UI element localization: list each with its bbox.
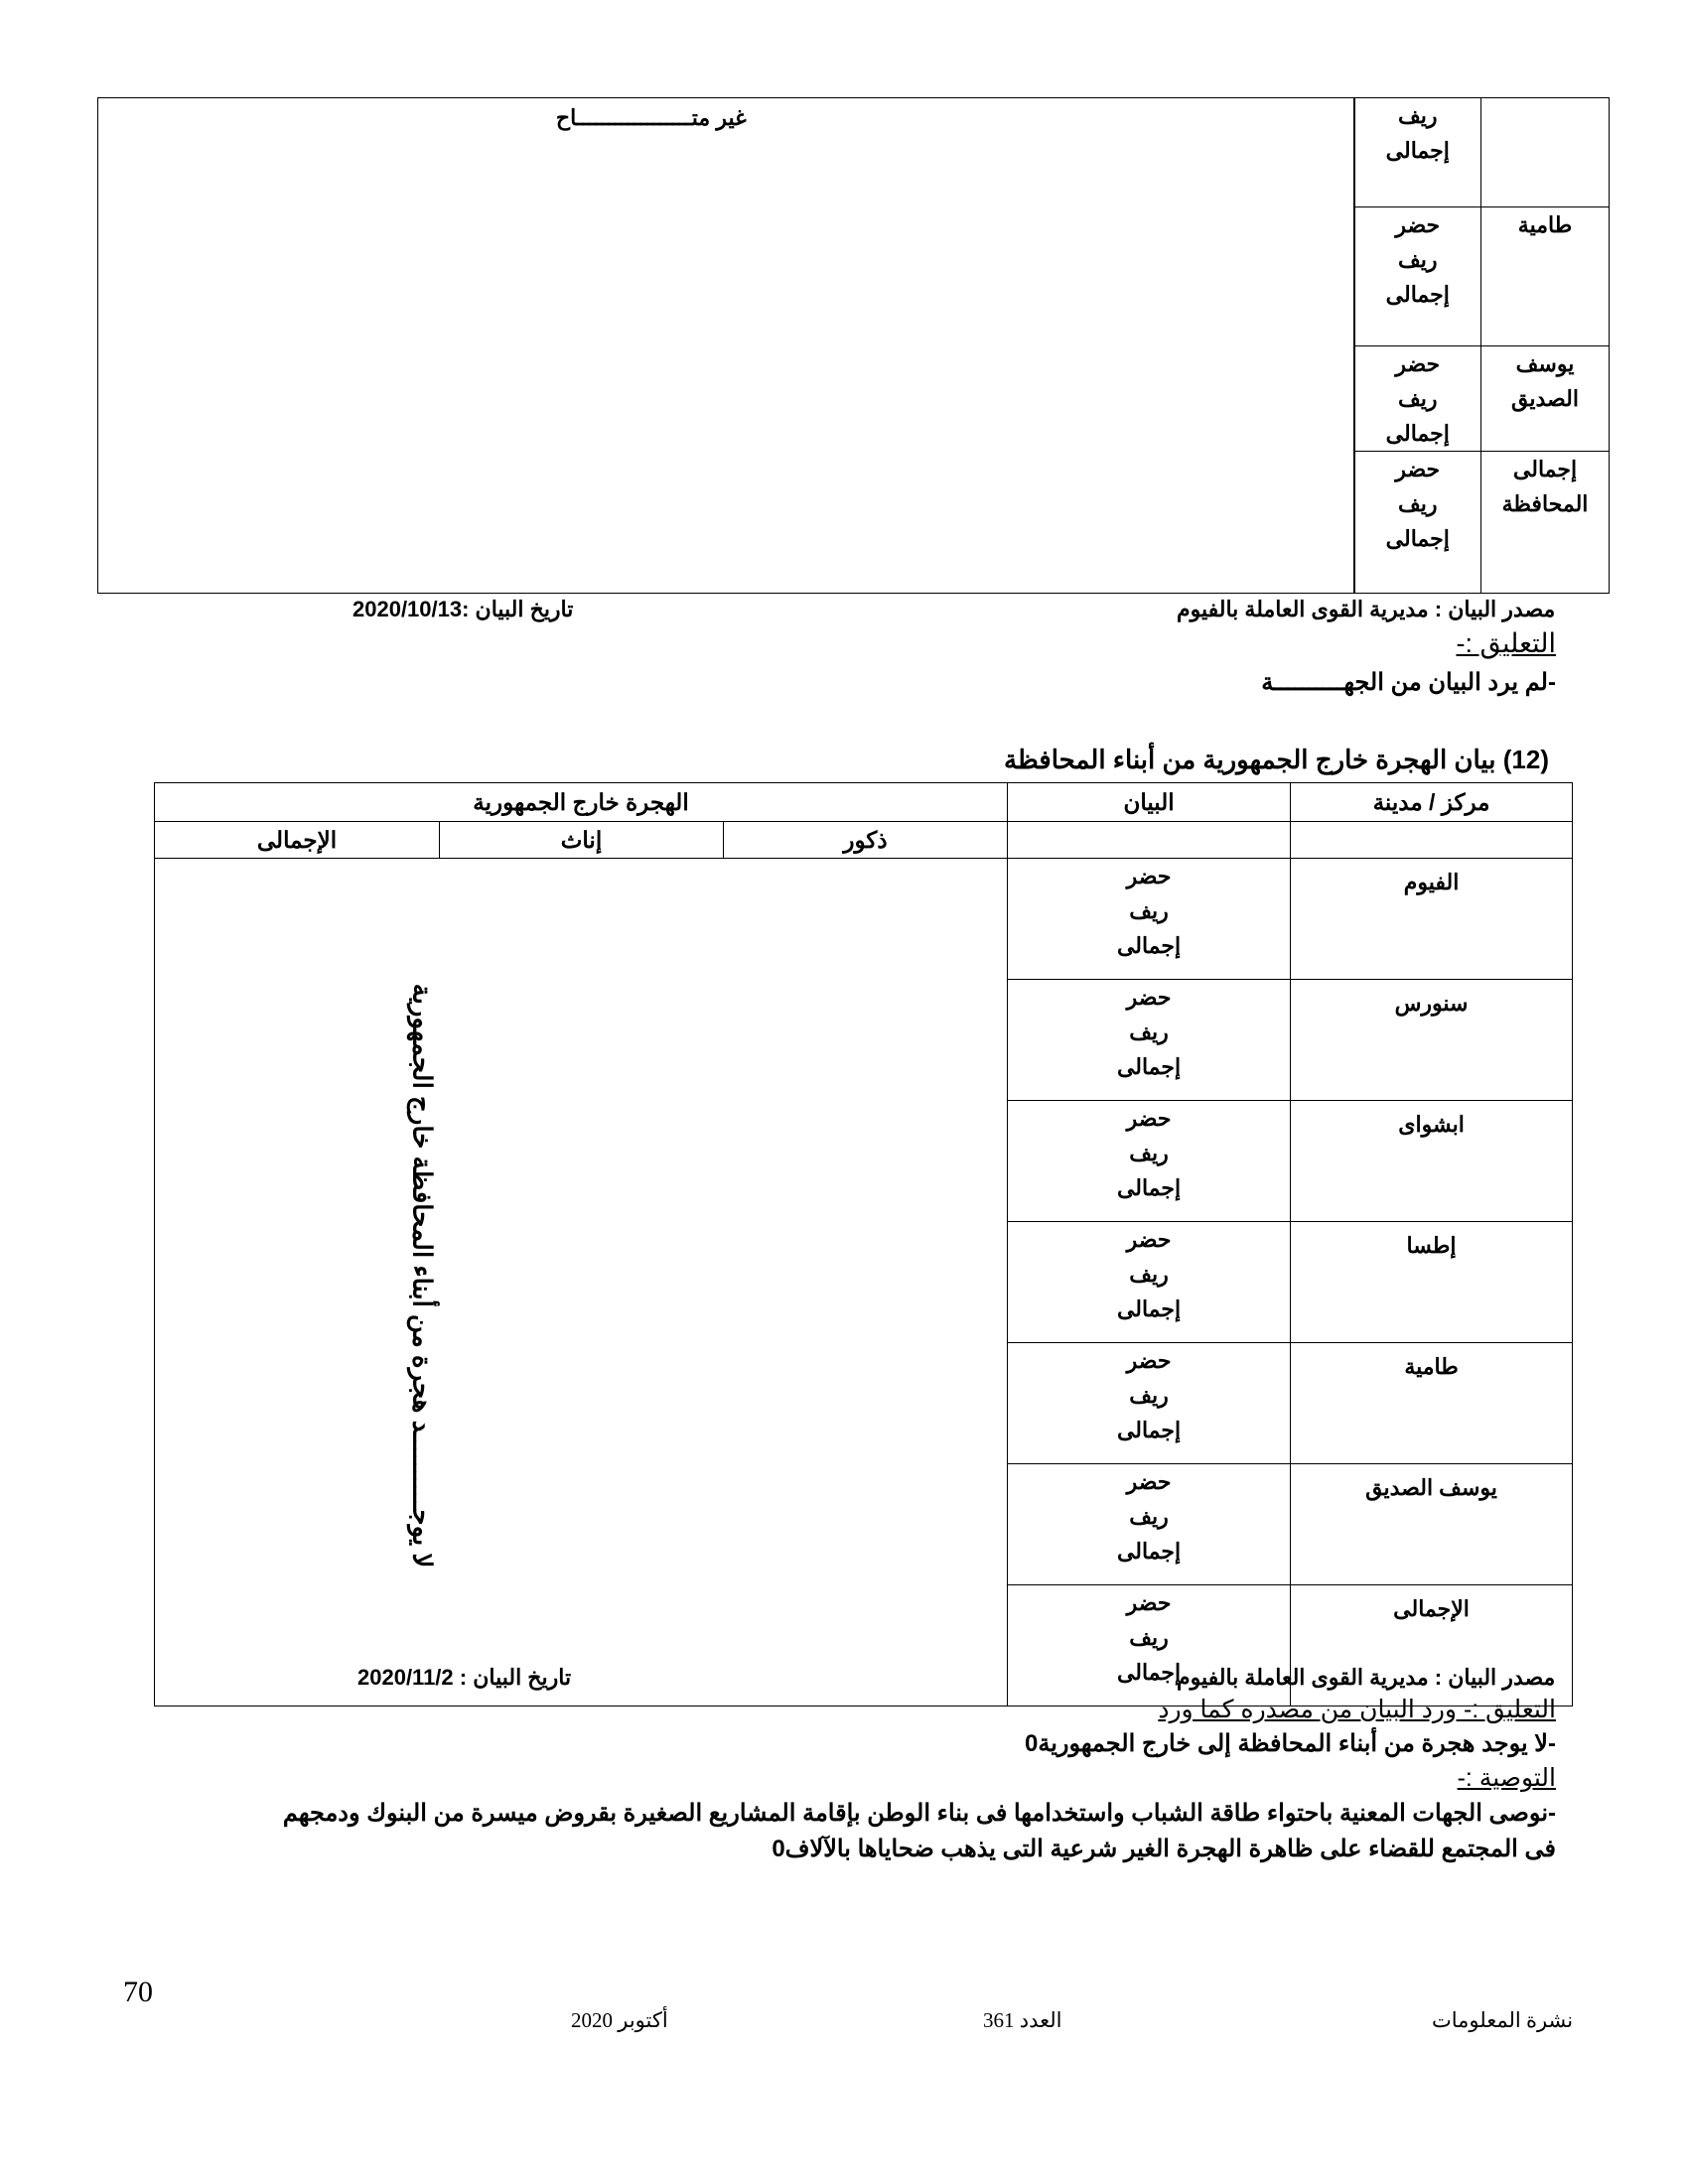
footer-date: أكتوبر 2020 xyxy=(571,2008,668,2032)
table2-data-cell xyxy=(1008,1101,1291,1222)
table2-data-cell xyxy=(1008,1464,1291,1585)
table2-city-name: الفيوم xyxy=(1403,870,1460,894)
table1-data-item: حضر xyxy=(1395,212,1441,237)
table2-data-item: ريف xyxy=(1129,1383,1169,1408)
table1-data-cell xyxy=(1354,207,1481,346)
comment-1-text: -لم يرد البيان من الجهــــــــــة xyxy=(1261,669,1556,696)
table2-data-item: إجمالى xyxy=(1116,933,1182,958)
table2-data-item: ريف xyxy=(1129,1504,1169,1529)
header-migration-label: الهجرة خارج الجمهورية xyxy=(473,789,689,815)
comment-2-text: -لا يوجد هجرة من أبناء المحافظة إلى خارج الجمهورية0 xyxy=(1024,1730,1556,1757)
table2-data-item: حضر xyxy=(1126,1469,1172,1494)
header-data-label: البيان xyxy=(1123,789,1175,815)
table2-city-cell xyxy=(1291,1464,1573,1585)
table1-data-item: إجمالى xyxy=(1385,282,1450,307)
table2-data-item: إجمالى xyxy=(1116,1418,1182,1442)
table2-data-item: ريف xyxy=(1129,1141,1169,1165)
no-migration-cell xyxy=(155,859,1008,1706)
comment-2-title: التعليق :- ورد البيان من مصدره كما ورد xyxy=(1158,1696,1556,1723)
table2-city-name: سنورس xyxy=(1394,991,1469,1016)
subheader-total xyxy=(155,822,440,859)
source-2: مصدر البيان : مديرية القوى العاملة بالفيوم xyxy=(1177,1665,1556,1690)
table2-city-name: ابشواى xyxy=(1398,1112,1465,1137)
table1-name-cell xyxy=(1481,452,1610,594)
table1-name: يوسف الصديق xyxy=(1511,351,1579,411)
table2-data-item: ريف xyxy=(1129,1625,1169,1650)
table2-data-item: إجمالى xyxy=(1116,1054,1182,1079)
date-1: تاريخ البيان :2020/10/13 xyxy=(352,597,574,621)
table2-data-item: حضر xyxy=(1126,1106,1172,1131)
table1-data-item: إجمالى xyxy=(1385,526,1450,551)
header-migration xyxy=(155,783,1008,822)
subheader-males-label: ذكور xyxy=(843,827,888,853)
table2-city-name: يوسف الصديق xyxy=(1365,1475,1497,1500)
recommendation-title: التوصية :- xyxy=(1457,1764,1556,1792)
table1-unavailable-text: غير متــــــــــــــــــاح xyxy=(555,105,747,130)
subheader-females-label: إناث xyxy=(560,827,603,853)
table2-city-cell xyxy=(1291,1101,1573,1222)
table1-name-cell xyxy=(1481,207,1610,346)
date-2: تاريخ البيان : 2020/11/2 xyxy=(357,1665,572,1690)
table2-data-cell xyxy=(1008,980,1291,1101)
table2-city-name: إطسا xyxy=(1406,1233,1457,1258)
table2-data-item: ريف xyxy=(1129,898,1169,923)
table2-data-item: إجمالى xyxy=(1116,1660,1182,1685)
table2-data-item: ريف xyxy=(1129,1262,1169,1287)
comment-1-title: التعليق :- xyxy=(1456,628,1556,658)
table1-data-cell xyxy=(1354,346,1481,452)
table1-data-cell xyxy=(1354,452,1481,594)
table2-data-item: حضر xyxy=(1126,1227,1172,1252)
table2-data-cell xyxy=(1008,1222,1291,1343)
section-12-title: (12) بيان الهجرة خارج الجمهورية من أبناء المحافظة xyxy=(1004,745,1549,774)
table2-city-name: طامية xyxy=(1404,1354,1459,1379)
table2-city-cell xyxy=(1291,980,1573,1101)
page-number: 70 xyxy=(123,1976,153,2008)
no-migration-note xyxy=(402,978,442,1573)
subheader-total-label: الإجمالى xyxy=(256,827,338,853)
table1-data-item: ريف xyxy=(1397,247,1438,272)
subheader-females xyxy=(440,822,724,859)
table1-data-item: ريف xyxy=(1397,386,1438,411)
table1-name: إجمالى المحافظة xyxy=(1501,457,1589,516)
table2-data-cell xyxy=(1008,1343,1291,1464)
table1-name-cell xyxy=(1481,346,1610,452)
subheader-empty xyxy=(1291,822,1573,859)
table1-name: طامية xyxy=(1517,212,1573,237)
no-migration-note-text: لا يوجــــــــــد هجرة من أبناء المحافظة خارج الجمهورية xyxy=(407,983,438,1569)
table1-data-item: حضر xyxy=(1395,351,1441,376)
table2-data-item: إجمالى xyxy=(1116,1297,1182,1321)
source-1: مصدر البيان : مديرية القوى العاملة بالفيوم xyxy=(1177,597,1556,621)
table1-data-item: ريف xyxy=(1397,491,1438,516)
table1-unavailable-cell xyxy=(98,98,1354,594)
table1-name-cell xyxy=(1481,98,1610,207)
subheader-empty xyxy=(1008,822,1291,859)
table2-city-name: الإجمالى xyxy=(1393,1596,1470,1621)
table-1 xyxy=(97,97,1610,594)
table2-city-cell xyxy=(1291,1343,1573,1464)
table1-data-item: إجمالى xyxy=(1385,138,1450,163)
table2-city-cell xyxy=(1291,859,1573,980)
table2-data-cell xyxy=(1008,859,1291,980)
footer-issue: العدد 361 xyxy=(983,2008,1062,2032)
header-center-label: مركز / مدينة xyxy=(1372,789,1490,815)
footer-publication: نشرة المعلومات xyxy=(1432,2008,1574,2032)
table1-data-item: ريف xyxy=(1397,103,1438,128)
table2-data-item: حضر xyxy=(1126,1590,1172,1615)
table2-data-item: حضر xyxy=(1126,1348,1172,1373)
table2-data-item: إجمالى xyxy=(1116,1539,1182,1564)
table1-data-cell xyxy=(1354,98,1481,207)
recommendation-line-1: -نوصى الجهات المعنية باحتواء طاقة الشباب واستخدامها فى بناء الوطن بإقامة المشاريع الصغيرة بقروض ميسرة من البنوك ودمجهم xyxy=(282,1800,1556,1827)
table1-data-item: إجمالى xyxy=(1385,421,1450,446)
recommendation-line-2: فى المجتمع للقضاء على ظاهرة الهجرة الغير شرعية التى يذهب ضحاياها بالآلاف0 xyxy=(772,1836,1556,1862)
table-2 xyxy=(154,782,1573,1706)
header-center xyxy=(1291,783,1573,822)
subheader-males xyxy=(724,822,1008,859)
table2-city-cell xyxy=(1291,1222,1573,1343)
header-data xyxy=(1008,783,1291,822)
table2-data-item: إجمالى xyxy=(1116,1175,1182,1200)
table2-data-item: ريف xyxy=(1129,1020,1169,1044)
table1-data-item: حضر xyxy=(1395,457,1441,481)
table2-data-item: حضر xyxy=(1126,985,1172,1010)
table2-data-item: حضر xyxy=(1126,864,1172,888)
